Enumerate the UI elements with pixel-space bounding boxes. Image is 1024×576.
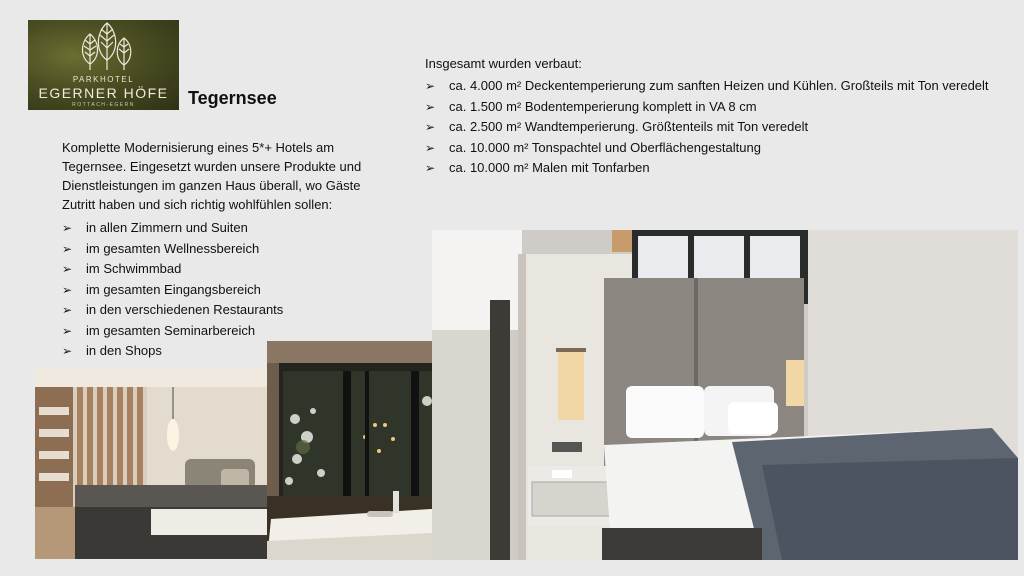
list-item	[62, 280, 392, 301]
arrow-bullet-icon: ➢	[425, 120, 436, 134]
list-item-text: ca. 10.000 m² Malen mit Tonfarben	[449, 160, 650, 175]
arrow-bullet-icon: ➢	[62, 262, 73, 276]
logo-line-parkhotel: PARKHOTEL	[72, 75, 135, 84]
list-item-text: ca. 2.500 m² Wandtemperierung. Größtenteils mit Ton veredelt	[449, 119, 809, 134]
logo-line-place: ROTTACH-EGERN	[72, 102, 135, 108]
list-item-text: im gesamten Wellnessbereich	[86, 240, 260, 256]
bedroom-photo	[432, 230, 1018, 560]
arrow-bullet-icon: ➢	[425, 79, 436, 93]
lounge-photo	[35, 367, 285, 559]
arrow-bullet-icon: ➢	[62, 323, 73, 338]
list-item	[425, 117, 995, 138]
list-item	[62, 321, 392, 342]
areas-list	[62, 218, 392, 362]
list-item	[62, 300, 392, 321]
arrow-bullet-icon: ➢	[62, 344, 73, 358]
list-item	[425, 138, 995, 159]
list-item-text: im gesamten Eingangsbereich	[86, 281, 261, 297]
list-item-text: im gesamten Seminarbereich	[86, 322, 256, 338]
list-item-text: ca. 10.000 m² Tonspachtel und Oberflächengestaltung	[449, 139, 761, 155]
arrow-bullet-icon: ➢	[62, 241, 73, 256]
list-item-text: in den verschiedenen Restaurants	[86, 302, 284, 317]
list-item	[62, 259, 392, 280]
list-item	[425, 97, 995, 118]
arrow-bullet-icon: ➢	[425, 99, 436, 114]
intro-paragraph: Komplette Modernisierung eines 5*+ Hotels am Tegernsee. Eingesetzt wurden unsere Produkte und Dienstleistungen im ganzen Haus überall, wo Gäste Zutritt haben und sich richtig wohlfühlen sollen:	[62, 140, 362, 212]
list-item-text: in den Shops	[86, 343, 162, 358]
arrow-bullet-icon: ➢	[62, 303, 73, 317]
list-item-text: in allen Zimmern und Suiten	[86, 220, 248, 235]
arrow-bullet-icon: ➢	[62, 221, 73, 235]
installed-list	[425, 76, 995, 179]
list-item-text: ca. 1.500 m² Bodentemperierung komplett in VA 8 cm	[449, 98, 757, 114]
tree-logo-icon	[28, 20, 179, 80]
list-item-text: im Schwimmbad	[86, 261, 182, 276]
list-item	[62, 239, 392, 260]
list-item	[425, 76, 995, 97]
arrow-bullet-icon: ➢	[62, 282, 73, 297]
list-item-text: ca. 4.000 m² Deckentemperierung zum sanften Heizen und Kühlen. Großteils mit Ton veredelt	[449, 78, 989, 93]
logo-line-name: EGERNER HÖFE	[38, 85, 169, 101]
list-item	[62, 218, 392, 239]
location-title: Tegernsee	[188, 88, 277, 108]
installed-heading: Insgesamt wurden verbaut:	[425, 56, 582, 71]
list-item	[425, 158, 995, 179]
hotel-logo	[28, 20, 179, 110]
arrow-bullet-icon: ➢	[425, 140, 436, 155]
arrow-bullet-icon: ➢	[425, 161, 436, 175]
